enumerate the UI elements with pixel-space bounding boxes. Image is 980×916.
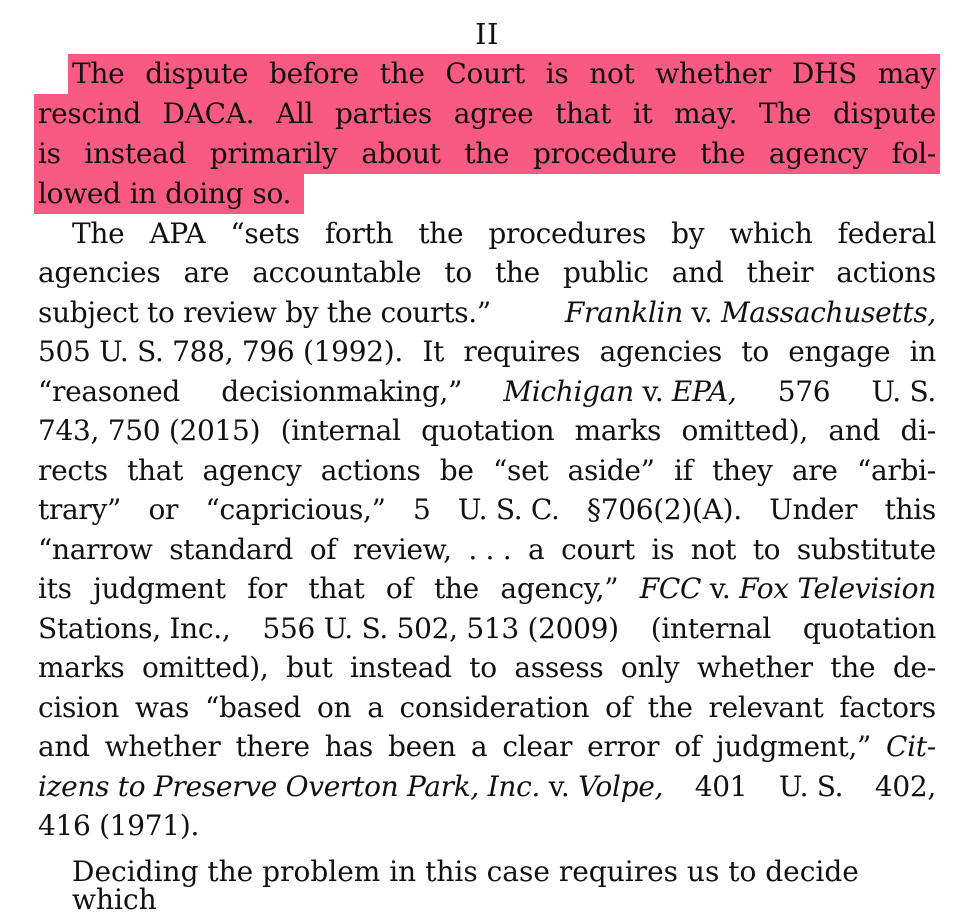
word: to <box>469 651 497 684</box>
body-line <box>38 569 936 609</box>
word: factors <box>839 690 936 724</box>
word: 556 U. S. 502, 513 (2009) <box>262 611 619 645</box>
cutoff-next-line <box>72 855 932 916</box>
word: U. S. C. <box>457 493 560 526</box>
word: to <box>741 335 769 368</box>
highlighted-line <box>34 174 304 214</box>
word: clear <box>502 730 573 763</box>
word: is <box>651 532 675 566</box>
body-line <box>38 609 936 649</box>
word: actions <box>836 256 936 289</box>
word: Cit- <box>886 730 936 763</box>
word: review, <box>352 532 452 566</box>
word: lowed <box>38 177 121 210</box>
word: marks <box>38 651 125 684</box>
word: judgment,” <box>715 730 872 763</box>
word: are <box>791 453 838 487</box>
word: “capricious,” <box>205 493 386 526</box>
word: 401 <box>694 769 748 803</box>
word: The <box>758 97 812 130</box>
word: their <box>746 256 814 289</box>
word: and <box>828 414 881 447</box>
word: DHS <box>791 57 857 90</box>
body-line <box>38 293 936 333</box>
highlighted-line <box>68 54 940 94</box>
word: dispute <box>833 97 936 130</box>
word: is <box>38 137 61 170</box>
word: that <box>555 97 612 130</box>
word: of <box>605 690 632 724</box>
word: for <box>247 572 287 605</box>
word: in <box>909 335 936 368</box>
word: there <box>235 730 310 763</box>
body-line <box>38 451 936 491</box>
word: in <box>129 177 157 210</box>
highlighted-line-wrap <box>38 174 936 214</box>
word: a <box>470 730 488 763</box>
word: dispute <box>145 57 249 90</box>
word: standard <box>169 532 294 566</box>
body-line <box>38 727 936 767</box>
word: before <box>268 57 359 90</box>
word: to <box>444 256 472 289</box>
word: quotation <box>802 611 936 645</box>
word: was <box>134 690 190 724</box>
word: federal <box>837 216 936 250</box>
word: about <box>361 137 441 170</box>
word: its <box>38 572 72 605</box>
word: which <box>729 216 813 250</box>
word: requires <box>463 335 581 368</box>
word: are <box>183 256 230 289</box>
word: judgment <box>93 572 226 605</box>
body-line <box>38 767 936 807</box>
word: consideration <box>399 690 590 724</box>
word: is <box>545 57 569 90</box>
word: actions <box>320 453 421 487</box>
word: It <box>422 335 445 368</box>
word: “arbi- <box>856 453 936 487</box>
word: §706(2)(A). <box>587 493 742 526</box>
word: APA <box>149 216 206 250</box>
word: of <box>674 730 701 763</box>
word: whether <box>696 651 813 684</box>
word: relevant <box>708 690 824 724</box>
word: the <box>418 216 464 250</box>
word: de- <box>892 651 936 684</box>
word: “narrow <box>38 532 153 566</box>
word: not <box>589 57 635 90</box>
word: fol- <box>891 137 936 170</box>
word: Franklin v. Massachusetts, <box>564 295 936 329</box>
word: be <box>439 453 474 487</box>
word: the <box>464 137 510 170</box>
word: a <box>528 532 545 566</box>
word: di- <box>900 414 936 447</box>
word: “reasoned <box>38 374 181 408</box>
word: but <box>286 651 333 684</box>
document-page <box>38 14 936 846</box>
word: forth <box>324 216 394 250</box>
highlighted-paragraph[interactable] <box>38 54 936 214</box>
word: izens to Preserve Overton Park, Inc. v. Volpe, <box>38 769 664 803</box>
word: procedure <box>532 137 677 170</box>
word: All <box>275 97 314 130</box>
highlighted-line <box>34 94 940 134</box>
word: error <box>587 730 660 763</box>
body-line <box>38 214 936 254</box>
word: U. S. <box>778 769 844 803</box>
word: instead <box>350 651 452 684</box>
word: the <box>700 137 746 170</box>
word: aside” <box>567 453 655 487</box>
body-line <box>38 688 936 728</box>
word: quotation <box>421 414 555 447</box>
body-line <box>38 372 936 412</box>
word: on <box>316 690 352 724</box>
word: the <box>379 57 425 90</box>
word: DACA. <box>162 97 255 130</box>
word: parties <box>334 97 432 130</box>
body-line <box>38 806 936 846</box>
body-line <box>38 411 936 451</box>
word: U. S. <box>871 374 936 408</box>
word: public <box>562 256 649 289</box>
word: “set <box>493 453 549 487</box>
word: rects <box>38 453 108 487</box>
word: that <box>127 453 184 487</box>
word: accountable <box>252 256 422 289</box>
word: agency,” <box>500 572 619 605</box>
word: 505 U. S. 788, 796 (1992). <box>38 335 403 368</box>
word: instead <box>84 137 187 170</box>
word: 416 (1971). <box>38 809 200 842</box>
word: substitute <box>796 532 936 566</box>
word: has <box>324 730 373 763</box>
section-heading: II <box>475 17 499 51</box>
highlighted-line <box>34 134 940 174</box>
word: a <box>367 690 384 724</box>
word: the <box>830 651 876 684</box>
word: whether <box>655 57 772 90</box>
word: assess <box>514 651 604 684</box>
word: to <box>752 532 781 566</box>
word: 743, 750 (2015) <box>38 414 261 447</box>
cutoff-text: Deciding the problem in this case requires us to decide which <box>72 855 859 916</box>
word: that <box>308 572 365 605</box>
word: and <box>671 256 724 289</box>
word: of <box>309 532 337 566</box>
word: doing <box>165 177 244 210</box>
word: The <box>72 216 125 250</box>
word: agency <box>768 137 868 170</box>
word: been <box>388 730 456 763</box>
word: not <box>690 532 737 566</box>
body-paragraph <box>38 214 936 846</box>
word: The <box>72 57 125 90</box>
word: 576 <box>777 374 831 408</box>
word: primarily <box>209 137 338 170</box>
word: 5 <box>413 493 431 526</box>
word: omitted), <box>142 651 269 684</box>
word: the <box>647 690 693 724</box>
word: omitted), <box>681 414 808 447</box>
body-line <box>38 253 936 293</box>
word: court <box>561 532 635 566</box>
word: may. <box>674 97 738 130</box>
word: if <box>674 453 693 487</box>
word: agree <box>453 97 534 130</box>
word: the <box>494 256 540 289</box>
word: subject to review by the courts.” <box>38 295 491 329</box>
word: Stations, Inc., <box>38 611 231 645</box>
word: “based <box>205 690 302 724</box>
word: by <box>671 216 705 250</box>
word: trary” <box>38 493 122 526</box>
word: engage <box>788 335 891 368</box>
word: Court <box>445 57 525 90</box>
body-line <box>38 530 936 570</box>
word: . . . <box>468 532 512 566</box>
word: whether <box>104 730 221 763</box>
word: (internal <box>280 414 401 447</box>
word: (internal <box>650 611 771 645</box>
word: may <box>877 57 936 90</box>
word: of <box>385 572 413 605</box>
word: Under <box>769 493 858 526</box>
word: FCC v. Fox Television <box>639 572 936 605</box>
word: the <box>433 572 479 605</box>
body-line <box>38 490 936 530</box>
word: decisionmaking,” <box>221 374 463 408</box>
body-line <box>38 648 936 688</box>
word: this <box>884 493 936 526</box>
word: only <box>620 651 680 684</box>
word: agencies <box>38 256 161 289</box>
word: rescind <box>38 97 141 130</box>
body-line <box>38 332 936 372</box>
word: and <box>38 730 90 763</box>
word: agencies <box>599 335 722 368</box>
word: marks <box>574 414 662 447</box>
word: agency <box>202 453 302 487</box>
word: cision <box>38 690 120 724</box>
word: 402, <box>874 769 936 803</box>
word: procedures <box>488 216 647 250</box>
word: so. <box>252 177 292 210</box>
word: they <box>712 453 773 487</box>
word: it <box>632 97 653 130</box>
word: or <box>148 493 179 526</box>
word: Michigan v. EPA, <box>503 374 737 408</box>
word: “sets <box>230 216 300 250</box>
